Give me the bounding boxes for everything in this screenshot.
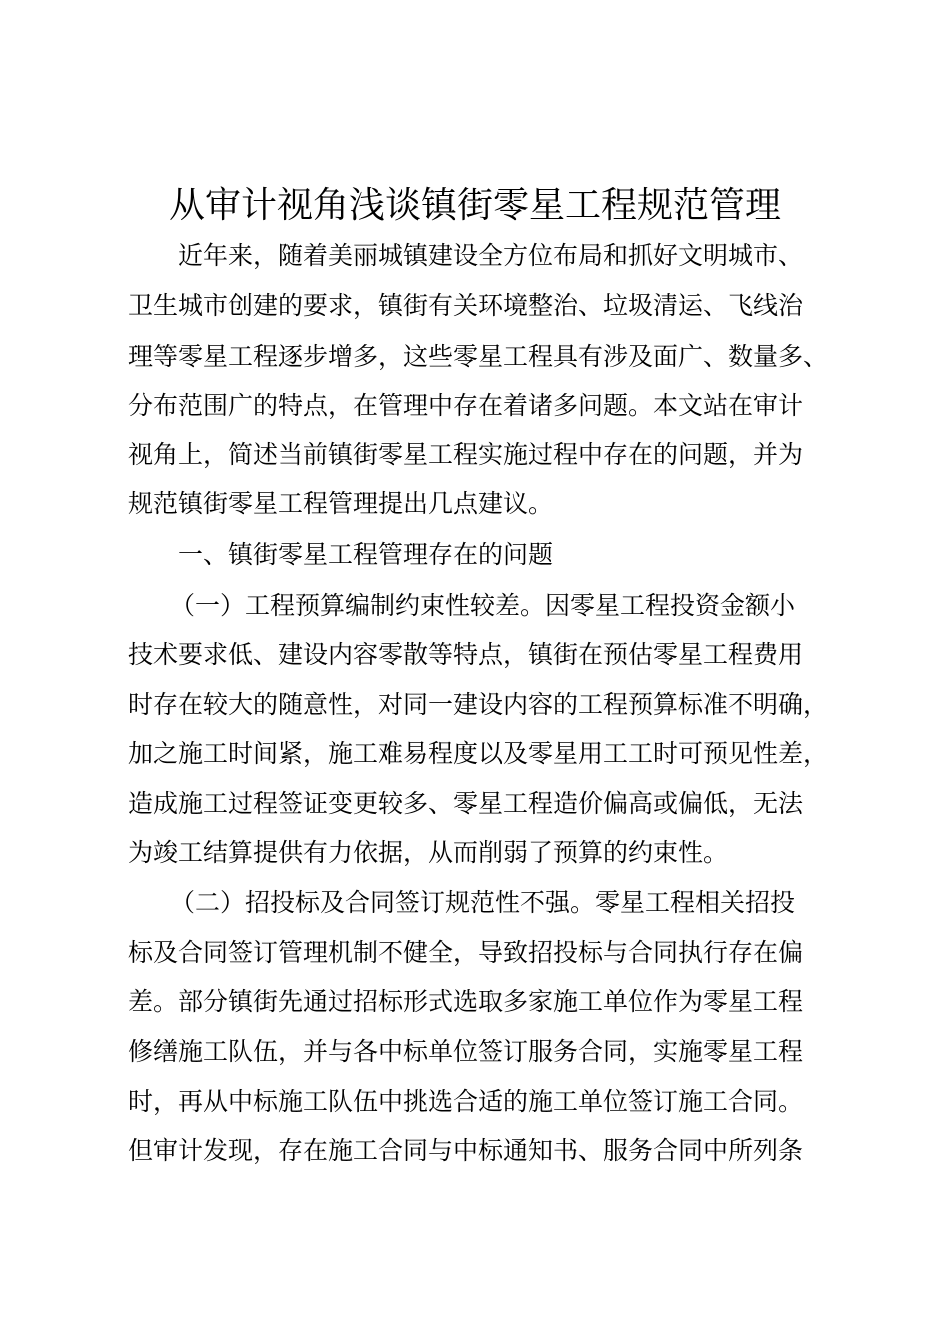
paragraph-line: 但审计发现，存在施工合同与中标通知书、服务合同中所列条: [128, 1136, 804, 1165]
paragraph-line: 标及合同签订管理机制不健全，导致招投标与合同执行存在偏: [128, 938, 804, 967]
paragraph-line: 近年来，随着美丽城镇建设全方位布局和抓好文明城市、: [178, 241, 804, 270]
paragraph-line: 修缮施工队伍，并与各中标单位签订服务合同，实施零星工程: [128, 1037, 804, 1066]
paragraph-line: 卫生城市创建的要求，镇街有关环境整治、垃圾清运、飞线治: [128, 291, 804, 320]
paragraph-line: 时存在较大的随意性，对同一建设内容的工程预算标准不明确，: [128, 690, 829, 719]
document-title: 从审计视角浅谈镇街零星工程规范管理: [168, 185, 781, 226]
paragraph-line: 分布范围广的特点，在管理中存在着诸多问题。本文站在审计: [128, 391, 804, 420]
paragraph-line: 加之施工时间紧，施工难易程度以及零星用工工时可预见性差，: [128, 739, 829, 768]
paragraph-line: 为竣工结算提供有力依据，从而削弱了预算的约束性。: [128, 838, 729, 867]
paragraph-line: （一）工程预算编制约束性较差。因零星工程投资金额小: [170, 591, 796, 620]
section-heading: 一、镇街零星工程管理存在的问题: [178, 540, 554, 569]
paragraph-line: 理等零星工程逐步增多，这些零星工程具有涉及面广、数量多、: [128, 342, 829, 371]
paragraph-line: 技术要求低、建设内容零散等特点，镇街在预估零星工程费用: [128, 640, 804, 669]
paragraph-line: 造成施工过程签证变更较多、零星工程造价偏高或偏低，无法: [128, 789, 804, 818]
paragraph-line: 时，再从中标施工队伍中挑选合适的施工单位签订施工合同。: [128, 1087, 804, 1116]
paragraph-line: 视角上，简述当前镇街零星工程实施过程中存在的问题，并为: [128, 440, 804, 469]
paragraph-line: 差。部分镇街先通过招标形式选取多家施工单位作为零星工程: [128, 987, 804, 1016]
paragraph-line: （二）招投标及合同签订规范性不强。零星工程相关招投: [170, 888, 796, 917]
paragraph-line: 规范镇街零星工程管理提出几点建议。: [128, 489, 554, 518]
